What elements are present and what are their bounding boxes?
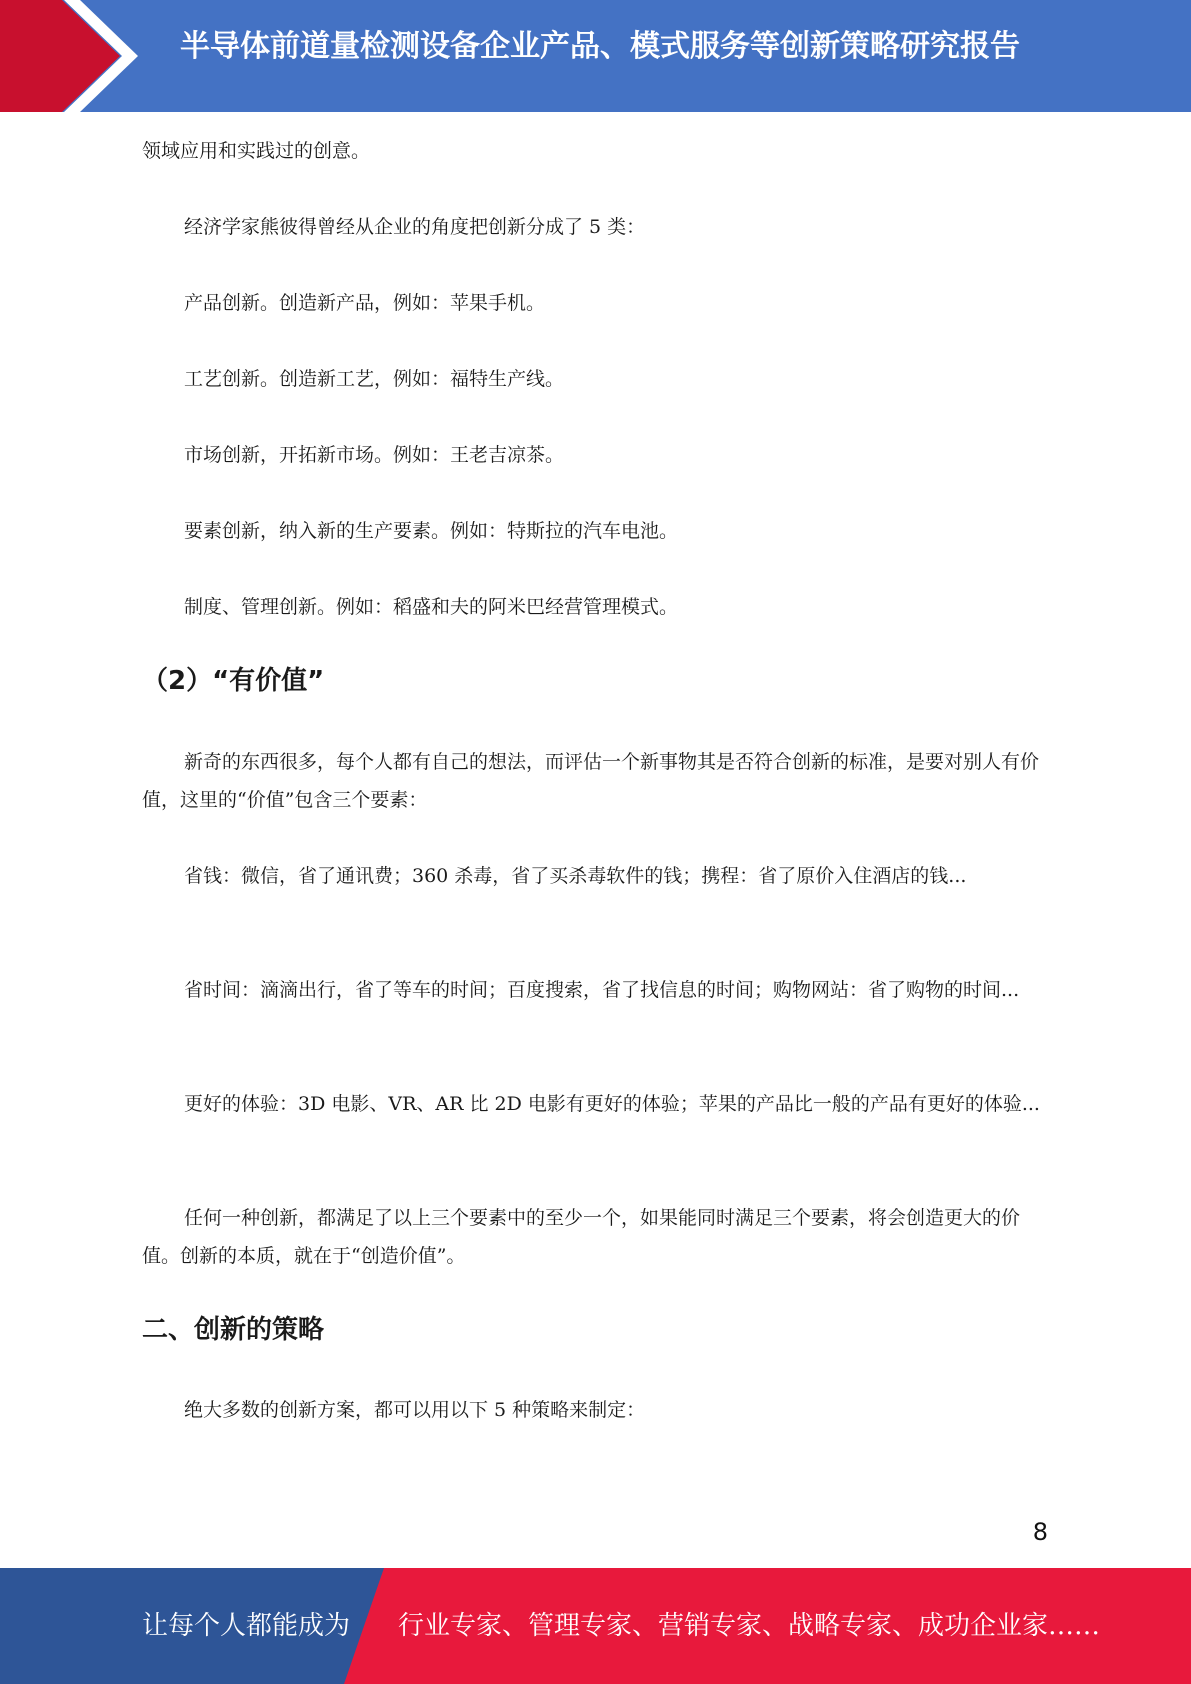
paragraph: 经济学家熊彼得曾经从企业的角度把创新分成了 5 类： (184, 216, 646, 238)
paragraph: 省时间：滴滴出行，省了等车的时间；百度搜索，省了找信息的时间；购物网站：省了购物的时间... (184, 979, 1020, 1001)
page-header (0, 0, 1191, 112)
page-footer (0, 1568, 1191, 1684)
chapter-heading: 二、创新的策略 (142, 1315, 325, 1345)
paragraph: 市场创新，开拓新市场。例如：王老吉凉茶。 (184, 444, 565, 466)
footer-slogan-right: 行业专家、管理专家、营销专家、战略专家、成功企业家…… (398, 1611, 1101, 1641)
paragraph: 新奇的东西很多，每个人都有自己的想法，而评估一个新事物其是否符合创新的标准，是要对别人有价值，这里的“价值”包含三个要素： (142, 751, 1040, 811)
paragraph: 省钱：微信，省了通讯费；360 杀毒，省了买杀毒软件的钱；携程：省了原价入住酒店的钱... (184, 865, 967, 887)
section-heading: （2）“有价值” (142, 666, 325, 696)
paragraph: 要素创新，纳入新的生产要素。例如：特斯拉的汽车电池。 (184, 520, 679, 542)
paragraph: 更好的体验：3D 电影、VR、AR 比 2D 电影有更好的体验；苹果的产品比一般的产品有更好的体验... (184, 1093, 1040, 1115)
paragraph: 领域应用和实践过的创意。 (142, 140, 371, 162)
paragraph: 任何一种创新，都满足了以上三个要素中的至少一个，如果能同时满足三个要素，将会创造更大的价值。创新的本质，就在于“创造价值”。 (142, 1207, 1021, 1267)
footer-slogan-left: 让每个人都能成为 (142, 1611, 351, 1641)
paragraph: 绝大多数的创新方案，都可以用以下 5 种策略来制定： (184, 1399, 646, 1421)
paragraph: 制度、管理创新。例如：稻盛和夫的阿米巴经营管理模式。 (184, 596, 679, 618)
paragraph: 产品创新。创造新产品，例如：苹果手机。 (184, 292, 546, 314)
page-number: 8 (1032, 1518, 1048, 1546)
paragraph: 工艺创新。创造新工艺，例如：福特生产线。 (184, 368, 565, 390)
report-title: 半导体前道量检测设备企业产品、模式服务等创新策略研究报告 (180, 29, 1020, 64)
